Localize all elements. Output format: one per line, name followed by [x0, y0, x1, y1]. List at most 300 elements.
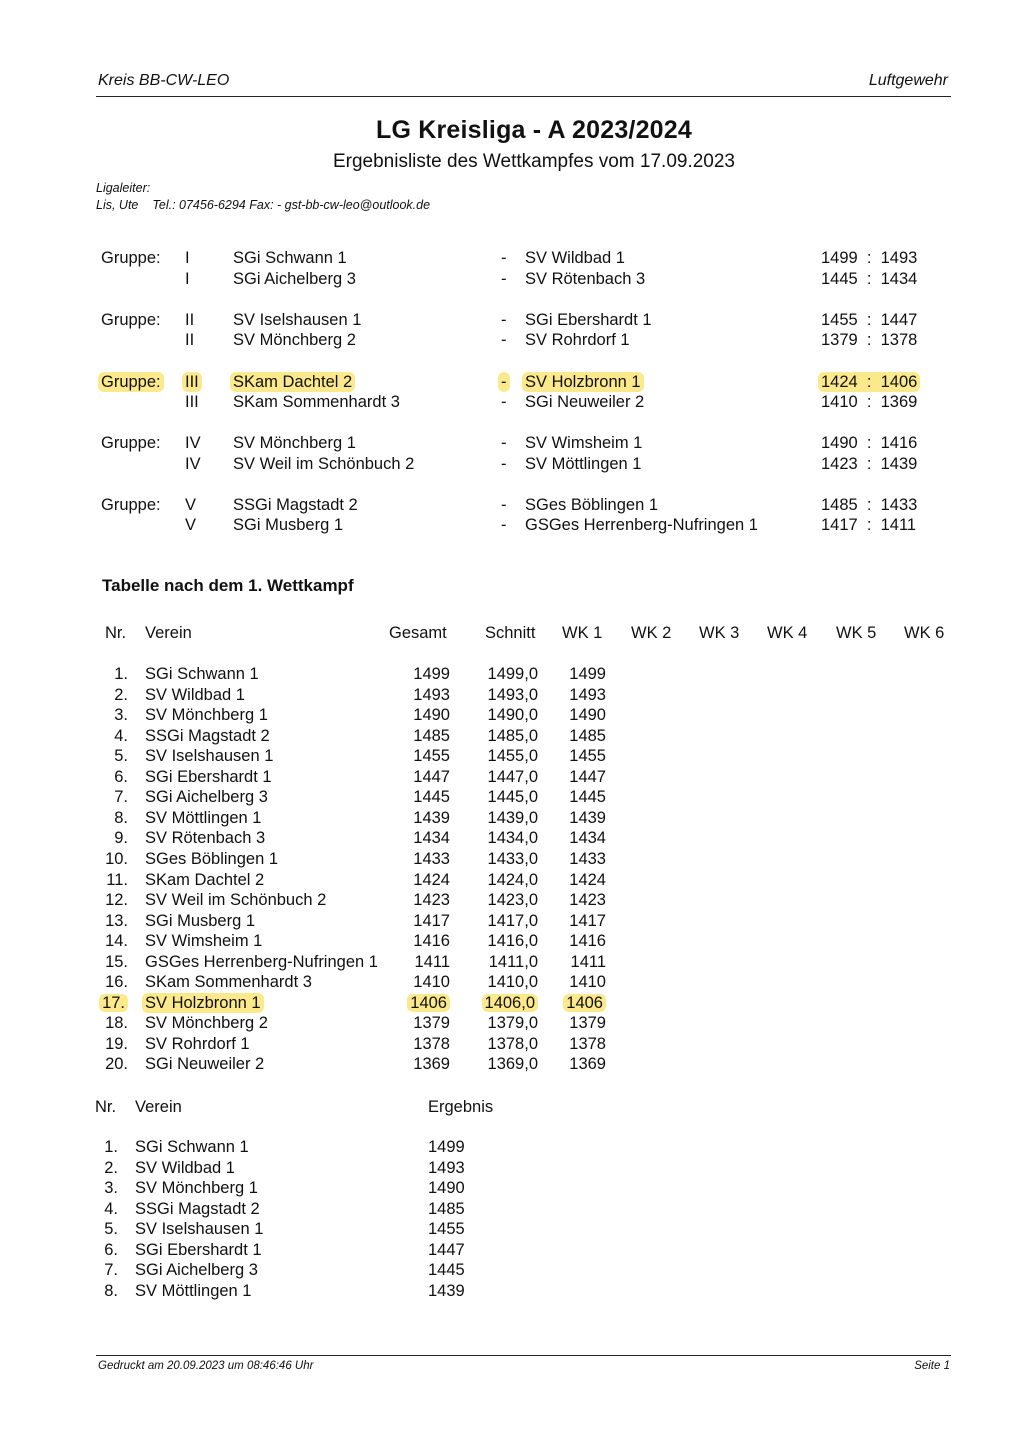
- row-average: 1406,0: [482, 994, 538, 1012]
- col-header-verein: Verein: [145, 624, 192, 642]
- row-rank: 7.: [114, 788, 128, 807]
- table-row: [0, 726, 1024, 746]
- row-rank-cell: [98, 705, 128, 725]
- row-average-cell: [480, 705, 538, 725]
- row-average-cell: [480, 993, 538, 1013]
- row-wk1: 1410: [569, 973, 606, 992]
- result-club: SGi Aichelberg 3: [135, 1261, 258, 1279]
- list-item: [0, 1219, 1024, 1239]
- row-total: 1378: [413, 1034, 450, 1053]
- col-header-wk3: WK 3: [699, 624, 740, 642]
- row-rank: 2.: [114, 685, 128, 704]
- row-rank-cell: [98, 870, 128, 890]
- pairing-away-team: SV Möttlingen 1: [525, 455, 642, 473]
- row-wk1-cell: [560, 911, 606, 931]
- row-wk1: 1424: [569, 870, 606, 889]
- table-row: [0, 849, 1024, 869]
- pairing-row: [0, 515, 1024, 535]
- row-wk1-cell: [560, 952, 606, 972]
- row-average-cell: [480, 787, 538, 807]
- row-wk1-cell: [560, 828, 606, 848]
- row-wk1: 1434: [569, 829, 606, 848]
- pairing-home-team: SV Mönchberg 1: [233, 434, 356, 452]
- pairing-row: [0, 248, 1024, 268]
- row-club: SV Holzbronn 1: [142, 993, 264, 1013]
- row-wk1-cell: [560, 726, 606, 746]
- row-wk1-cell: [560, 849, 606, 869]
- pairing-away-team: SV Wimsheim 1: [525, 434, 643, 452]
- row-total-cell: [400, 664, 450, 684]
- row-wk1-cell: [560, 890, 606, 910]
- pairing-separator: -: [501, 496, 507, 514]
- row-total: 1439: [413, 808, 450, 827]
- row-wk1-cell: [560, 685, 606, 705]
- pairing-separator: -: [501, 455, 507, 473]
- league-leader-label: Ligaleiter:: [96, 181, 151, 195]
- table-row: [0, 1013, 1024, 1033]
- row-rank-cell: [98, 746, 128, 766]
- result-score: 1490: [428, 1179, 465, 1197]
- table-row: [0, 890, 1024, 910]
- row-average-cell: [480, 972, 538, 992]
- pairing-away-team: SGi Neuweiler 2: [525, 393, 645, 411]
- pairing-score: 1424 : 1406: [818, 372, 920, 392]
- row-average: 1455,0: [487, 747, 538, 766]
- result-rank: 2.: [104, 1158, 118, 1177]
- row-average-cell: [480, 952, 538, 972]
- row-total-cell: [400, 828, 450, 848]
- row-rank: 5.: [114, 747, 128, 766]
- row-rank-cell: [98, 849, 128, 869]
- row-average: 1416,0: [487, 932, 538, 951]
- page-title: LG Kreisliga - A 2023/2024: [375, 116, 692, 144]
- row-rank: 1.: [114, 665, 128, 683]
- row-wk1-cell: [560, 746, 606, 766]
- result-club: SGi Ebershardt 1: [135, 1240, 262, 1259]
- pairing-home-team: SGi Musberg 1: [233, 516, 344, 534]
- row-total-cell: [400, 685, 450, 705]
- row-rank-cell: [98, 911, 128, 931]
- pairing-group: IV: [185, 434, 201, 452]
- page-subtitle: Ergebnisliste des Wettkampfes vom 17.09.2023: [332, 151, 736, 172]
- pairing-group: I: [185, 249, 190, 267]
- list-item: [0, 1158, 1024, 1178]
- row-wk1: 1423: [569, 891, 606, 910]
- table-row: [0, 787, 1024, 807]
- row-club: SGi Ebershardt 1: [145, 767, 272, 786]
- row-rank: 13.: [105, 911, 128, 930]
- league-leader-contact: Tel.: 07456-6294 Fax: - gst-bb-cw-leo@outlook.de: [152, 198, 431, 212]
- results-header-ergebnis: Ergebnis: [428, 1098, 494, 1116]
- row-average-cell: [480, 870, 538, 890]
- row-club: SSGi Magstadt 2: [145, 726, 270, 745]
- row-average: 1433,0: [487, 849, 538, 868]
- table-row: [0, 993, 1024, 1013]
- table-row: [0, 664, 1024, 684]
- row-rank: 3.: [114, 706, 128, 725]
- row-average: 1499,0: [487, 665, 538, 683]
- row-average: 1423,0: [487, 891, 538, 910]
- row-average-cell: [480, 1034, 538, 1054]
- row-total-cell: [400, 746, 450, 766]
- row-club: SGi Schwann 1: [145, 665, 259, 683]
- row-wk1: 1490: [569, 706, 606, 725]
- pairing-row: [0, 269, 1024, 289]
- row-total: 1379: [413, 1014, 450, 1033]
- row-total-cell: [400, 952, 450, 972]
- pairing-separator: -: [501, 311, 507, 329]
- row-rank-cell: [98, 993, 128, 1013]
- row-wk1-cell: [560, 993, 606, 1013]
- pairing-away-team: SV Wildbad 1: [525, 249, 625, 267]
- row-wk1: 1378: [569, 1034, 606, 1053]
- row-total: 1490: [413, 706, 450, 725]
- pairing-row: [0, 392, 1024, 412]
- result-score: 1485: [428, 1199, 465, 1218]
- row-total: 1485: [413, 726, 450, 745]
- col-header-wk6: WK 6: [904, 624, 945, 642]
- row-club: SKam Dachtel 2: [145, 870, 265, 889]
- row-rank: 11.: [106, 870, 128, 889]
- row-rank-cell: [98, 931, 128, 951]
- pairing-home-team: SV Mönchberg 2: [233, 331, 356, 349]
- row-total: 1416: [413, 932, 450, 951]
- pairing-home-team: SSGi Magstadt 2: [233, 496, 358, 514]
- row-average: 1379,0: [487, 1014, 538, 1033]
- pairing-separator: -: [498, 372, 510, 392]
- result-club: SV Wildbad 1: [135, 1158, 235, 1177]
- row-average: 1447,0: [487, 767, 538, 786]
- pairing-separator: -: [501, 516, 507, 534]
- row-average-cell: [480, 931, 538, 951]
- pairing-group: V: [185, 496, 197, 514]
- pairing-group-label: Gruppe:: [101, 311, 161, 329]
- row-average-cell: [480, 890, 538, 910]
- row-rank: 15.: [105, 952, 128, 971]
- row-average: 1424,0: [487, 870, 538, 889]
- row-total: 1369: [413, 1055, 450, 1074]
- row-wk1: 1379: [569, 1014, 606, 1033]
- row-average: 1417,0: [487, 911, 538, 930]
- row-total-cell: [400, 931, 450, 951]
- row-club: SKam Sommenhardt 3: [145, 973, 312, 992]
- row-rank: 16.: [105, 973, 128, 992]
- table-row: [0, 828, 1024, 848]
- row-average-cell: [480, 746, 538, 766]
- pairing-group: V: [185, 516, 197, 534]
- row-wk1: 1406: [563, 994, 606, 1012]
- row-club: SV Iselshausen 1: [145, 747, 274, 766]
- pairing-row: [0, 454, 1024, 474]
- row-average-cell: [480, 726, 538, 746]
- pairing-score: 1455 : 1447: [821, 311, 918, 329]
- result-rank: 7.: [104, 1261, 118, 1279]
- row-average: 1411,0: [488, 952, 538, 971]
- row-club: GSGes Herrenberg-Nufringen 1: [145, 952, 378, 971]
- result-score: 1445: [428, 1261, 465, 1279]
- pairing-separator: -: [501, 393, 507, 411]
- row-average-cell: [480, 849, 538, 869]
- row-wk1: 1445: [569, 788, 606, 807]
- row-rank-cell: [98, 726, 128, 746]
- table-row: [0, 767, 1024, 787]
- row-total: 1455: [413, 747, 450, 766]
- pairing-group: III: [185, 393, 199, 411]
- pairing-row: [0, 433, 1024, 453]
- result-score: 1455: [428, 1220, 465, 1238]
- pairing-group-label: Gruppe:: [101, 496, 161, 514]
- row-club: SV Weil im Schönbuch 2: [145, 891, 327, 910]
- row-club: SV Mönchberg 1: [145, 706, 268, 725]
- pairing-home-team: SGi Aichelberg 3: [233, 270, 356, 288]
- row-rank: 12.: [105, 891, 128, 910]
- row-rank: 10.: [105, 849, 128, 868]
- table-row: [0, 746, 1024, 766]
- row-average: 1485,0: [487, 726, 538, 745]
- pairing-group: I: [185, 270, 190, 288]
- pairing-separator: -: [501, 270, 507, 288]
- row-average-cell: [480, 828, 538, 848]
- result-club: SV Mönchberg 1: [135, 1179, 258, 1197]
- col-header-wk4: WK 4: [767, 624, 808, 642]
- row-rank-cell: [98, 1034, 128, 1054]
- row-wk1: 1499: [569, 665, 606, 683]
- pairing-score: 1410 : 1369: [821, 393, 918, 411]
- result-club: SV Möttlingen 1: [135, 1281, 252, 1300]
- row-club: SV Wildbad 1: [145, 685, 245, 704]
- row-total-cell: [400, 705, 450, 725]
- table-row: [0, 952, 1024, 972]
- col-header-wk2: WK 2: [631, 624, 672, 642]
- row-average-cell: [480, 808, 538, 828]
- header-divider: [96, 96, 951, 97]
- row-total-cell: [400, 890, 450, 910]
- pairing-away-team: SGes Böblingen 1: [525, 496, 659, 514]
- row-club: SV Wimsheim 1: [145, 932, 263, 951]
- pairing-away-team: GSGes Herrenberg-Nufringen 1: [525, 516, 758, 534]
- row-total: 1445: [413, 788, 450, 807]
- result-score: 1499: [428, 1138, 465, 1156]
- row-wk1-cell: [560, 972, 606, 992]
- row-wk1: 1455: [569, 747, 606, 766]
- col-header-wk1: WK 1: [562, 624, 603, 642]
- row-total-cell: [400, 972, 450, 992]
- row-wk1-cell: [560, 1013, 606, 1033]
- row-wk1-cell: [560, 1054, 606, 1074]
- row-total: 1434: [413, 829, 450, 848]
- row-total: 1411: [414, 952, 450, 971]
- row-wk1: 1485: [569, 726, 606, 745]
- row-average: 1369,0: [487, 1055, 538, 1074]
- row-rank: 20.: [105, 1055, 128, 1074]
- result-club: SSGi Magstadt 2: [135, 1199, 260, 1218]
- result-rank: 4.: [104, 1199, 118, 1218]
- table-row: [0, 911, 1024, 931]
- pairing-group-label: Gruppe:: [98, 372, 164, 392]
- pairing-away-team: SGi Ebershardt 1: [525, 311, 652, 329]
- row-wk1-cell: [560, 931, 606, 951]
- row-wk1-cell: [560, 870, 606, 890]
- list-item: [0, 1199, 1024, 1219]
- row-average-cell: [480, 1054, 538, 1074]
- row-club: SV Rohrdorf 1: [145, 1034, 250, 1053]
- row-club: SV Mönchberg 2: [145, 1014, 268, 1033]
- col-header-schnitt: Schnitt: [485, 624, 536, 642]
- list-item: [0, 1178, 1024, 1198]
- table-row: [0, 685, 1024, 705]
- footer-page-number: Seite 1: [914, 1360, 950, 1372]
- table-row: [0, 808, 1024, 828]
- pairing-group-label: Gruppe:: [101, 249, 161, 267]
- row-wk1-cell: [560, 787, 606, 807]
- row-rank-cell: [98, 808, 128, 828]
- pairing-score: 1417 : 1411: [821, 516, 917, 534]
- pairing-home-team: SKam Dachtel 2: [230, 372, 355, 392]
- row-average: 1490,0: [487, 706, 538, 725]
- col-header-nr: Nr.: [105, 624, 127, 642]
- pairing-away-team: SV Rohrdorf 1: [525, 331, 630, 349]
- pairing-home-team: SV Iselshausen 1: [233, 311, 362, 329]
- row-total-cell: [400, 849, 450, 869]
- row-average-cell: [480, 767, 538, 787]
- row-total-cell: [400, 808, 450, 828]
- row-rank: 8.: [114, 808, 128, 827]
- pairing-row: [0, 330, 1024, 350]
- standings-title: Tabelle nach dem 1. Wettkampf: [102, 576, 354, 595]
- row-rank-cell: [98, 1054, 128, 1074]
- row-club: SGi Aichelberg 3: [145, 788, 268, 807]
- results-header-nr: Nr.: [95, 1098, 117, 1116]
- league-leader-name: Lis, Ute: [96, 198, 139, 212]
- result-club: SV Iselshausen 1: [135, 1220, 264, 1238]
- row-rank: 9.: [114, 829, 128, 848]
- pairing-score: 1379 : 1378: [821, 331, 918, 349]
- row-rank-cell: [98, 1013, 128, 1033]
- row-rank-cell: [98, 787, 128, 807]
- pairing-score: 1445 : 1434: [821, 270, 918, 288]
- list-item: [0, 1240, 1024, 1260]
- row-average: 1410,0: [487, 973, 538, 992]
- pairing-separator: -: [501, 434, 507, 452]
- row-rank: 14.: [105, 932, 128, 951]
- row-rank: 17.: [99, 994, 128, 1012]
- list-item: [0, 1137, 1024, 1157]
- row-rank: 19.: [105, 1034, 128, 1053]
- result-score: 1439: [428, 1281, 465, 1300]
- row-total: 1406: [407, 994, 450, 1012]
- row-club: SGi Musberg 1: [145, 911, 256, 930]
- row-total-cell: [400, 787, 450, 807]
- row-rank: 18.: [105, 1014, 128, 1033]
- row-wk1: 1416: [569, 932, 606, 951]
- table-row: [0, 931, 1024, 951]
- row-total-cell: [400, 1013, 450, 1033]
- row-total-cell: [400, 993, 450, 1013]
- pairing-score: 1485 : 1433: [821, 496, 918, 514]
- pairing-group-label: Gruppe:: [101, 434, 161, 452]
- row-average: 1439,0: [487, 808, 538, 827]
- result-rank: 1.: [104, 1138, 118, 1156]
- row-wk1: 1433: [569, 849, 606, 868]
- row-rank-cell: [98, 890, 128, 910]
- pairing-group: III: [182, 372, 202, 392]
- results-header-verein: Verein: [135, 1098, 182, 1116]
- table-row: [0, 972, 1024, 992]
- pairing-score: 1490 : 1416: [821, 434, 918, 452]
- row-average: 1434,0: [487, 829, 538, 848]
- result-score: 1447: [428, 1240, 465, 1259]
- row-average: 1378,0: [487, 1034, 538, 1053]
- result-rank: 6.: [104, 1240, 118, 1259]
- row-wk1: 1369: [569, 1055, 606, 1074]
- row-average-cell: [480, 1013, 538, 1033]
- row-total: 1493: [413, 685, 450, 704]
- row-club: SV Möttlingen 1: [145, 808, 262, 827]
- row-rank-cell: [98, 828, 128, 848]
- pairing-group: II: [185, 331, 195, 349]
- row-average-cell: [480, 685, 538, 705]
- row-wk1: 1439: [569, 808, 606, 827]
- table-row: [0, 1054, 1024, 1074]
- row-wk1-cell: [560, 664, 606, 684]
- row-wk1-cell: [560, 1034, 606, 1054]
- pairing-score: 1423 : 1439: [821, 455, 918, 473]
- row-rank-cell: [98, 664, 128, 684]
- row-rank-cell: [98, 952, 128, 972]
- header-district: Kreis BB-CW-LEO: [98, 72, 230, 89]
- table-row: [0, 705, 1024, 725]
- row-total: 1447: [413, 767, 450, 786]
- row-total: 1417: [413, 911, 450, 930]
- pairing-row: [0, 372, 1024, 392]
- row-total-cell: [400, 1034, 450, 1054]
- row-wk1: 1411: [570, 952, 606, 971]
- row-total: 1433: [413, 849, 450, 868]
- col-header-wk5: WK 5: [836, 624, 877, 642]
- row-total: 1410: [413, 973, 450, 992]
- row-wk1: 1493: [569, 685, 606, 704]
- row-total: 1499: [413, 665, 450, 683]
- row-rank-cell: [98, 685, 128, 705]
- row-rank: 4.: [114, 726, 128, 745]
- league-leader-line: [96, 198, 444, 212]
- row-average-cell: [480, 664, 538, 684]
- row-total-cell: [400, 767, 450, 787]
- row-wk1: 1417: [569, 911, 606, 930]
- row-rank-cell: [98, 972, 128, 992]
- row-total: 1424: [413, 870, 450, 889]
- result-rank: 3.: [104, 1179, 118, 1197]
- row-average-cell: [480, 911, 538, 931]
- header-discipline: Luftgewehr: [868, 72, 948, 89]
- pairing-separator: -: [501, 249, 507, 267]
- row-rank: 6.: [114, 767, 128, 786]
- result-rank: 8.: [104, 1281, 118, 1300]
- pairing-away-team: SV Holzbronn 1: [522, 372, 644, 392]
- footer-print-date: Gedruckt am 20.09.2023 um 08:46:46 Uhr: [98, 1360, 314, 1372]
- row-wk1-cell: [560, 705, 606, 725]
- result-club: SGi Schwann 1: [135, 1138, 249, 1156]
- list-item: [0, 1281, 1024, 1301]
- result-score: 1493: [428, 1158, 465, 1177]
- pairing-home-team: SKam Sommenhardt 3: [233, 393, 400, 411]
- pairing-group: IV: [185, 455, 201, 473]
- row-total-cell: [400, 870, 450, 890]
- pairing-score: 1499 : 1493: [821, 249, 918, 267]
- pairing-separator: -: [501, 331, 507, 349]
- row-total: 1423: [413, 891, 450, 910]
- table-row: [0, 870, 1024, 890]
